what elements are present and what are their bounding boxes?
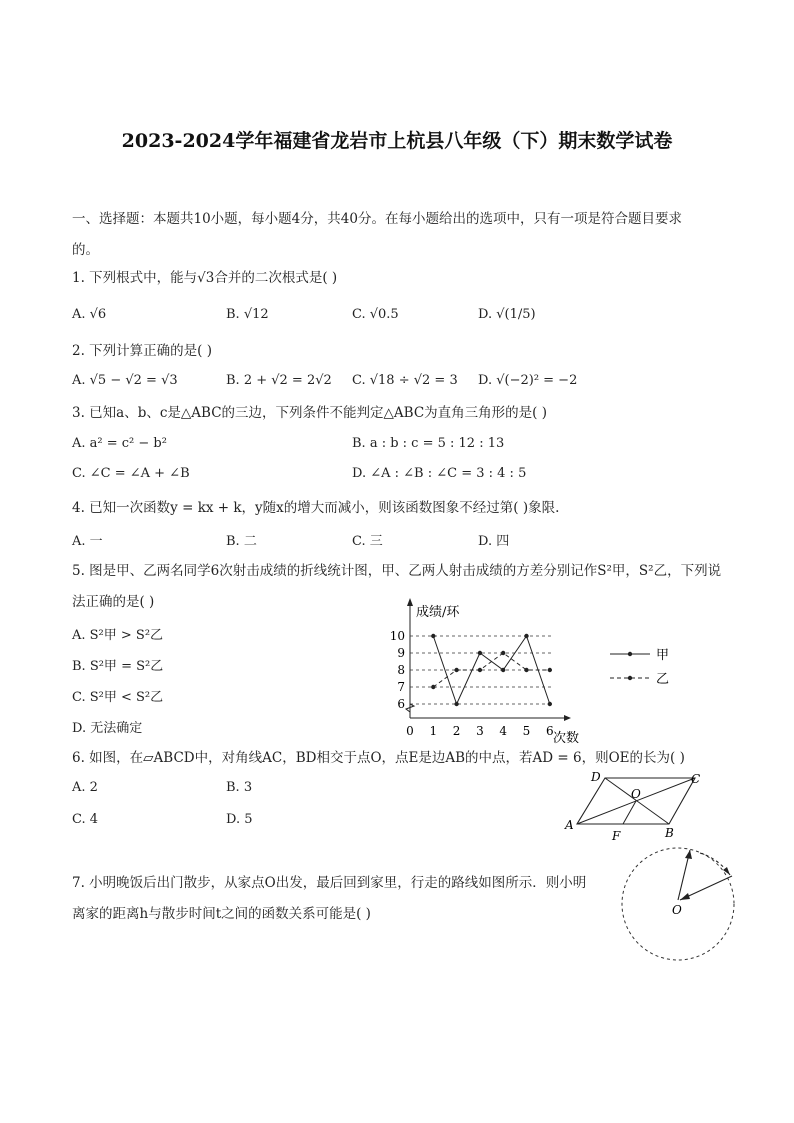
section-heading-line1: 一、选择题：本题共10小题，每小题4分，共40分。在每小题给出的选项中，只有一项是符合题目要求 bbox=[72, 211, 682, 227]
legend-marker bbox=[628, 652, 632, 656]
data-point bbox=[501, 668, 505, 672]
vertex-c-label: C bbox=[691, 772, 701, 786]
series-line-yi bbox=[433, 653, 550, 687]
shooting-scores-line-chart bbox=[360, 592, 680, 752]
vertex-d-label: D bbox=[591, 770, 601, 784]
question-6-option-a: A. 2 bbox=[72, 780, 98, 795]
x-tick-label: 3 bbox=[476, 724, 484, 738]
y-axis-label: 成绩/环 bbox=[416, 605, 460, 620]
data-point bbox=[431, 634, 435, 638]
point-f-label: F bbox=[612, 829, 621, 843]
y-tick-label: 7 bbox=[397, 680, 405, 694]
data-point bbox=[524, 634, 528, 638]
question-2-stem: 2. 下列计算正确的是( ) bbox=[72, 343, 212, 359]
x-tick-label: 5 bbox=[522, 724, 531, 738]
vertex-a-label: A bbox=[565, 818, 574, 832]
x-tick-label: 6 bbox=[545, 724, 554, 738]
question-6-option-d: D. 5 bbox=[226, 812, 253, 827]
question-6-option-b: B. 3 bbox=[226, 780, 253, 795]
question-4-option-d: D. 四 bbox=[478, 534, 510, 549]
y-tick-label: 10 bbox=[389, 629, 405, 643]
question-4-option-c: C. 三 bbox=[352, 534, 383, 549]
walking-route-figure bbox=[612, 838, 748, 974]
question-5-option-d: D. 无法确定 bbox=[72, 721, 143, 736]
question-7-stem-line2: 离家的距离h与散步时间t之间的函数关系可能是( ) bbox=[72, 906, 371, 922]
diagonal-bd bbox=[605, 778, 669, 824]
question-3-option-c: C. ∠C = ∠A + ∠B bbox=[72, 466, 190, 481]
question-5-option-a: A. S²甲 > S²乙 bbox=[72, 628, 164, 643]
question-7-stem-line1: 7. 小明晚饭后出门散步，从家点O出发，最后回到家里，行走的路线如图所示．则小明 bbox=[72, 875, 587, 891]
question-5-option-c: C. S²甲 < S²乙 bbox=[72, 690, 164, 705]
question-3-option-a: A. a² = c² − b² bbox=[72, 436, 167, 451]
y-tick-label: 8 bbox=[397, 663, 405, 677]
question-2-option-c: C. √18 ÷ √2 = 3 bbox=[352, 373, 458, 388]
x-tick-label: 0 bbox=[406, 724, 414, 738]
question-1-option-c: C. √0.5 bbox=[352, 307, 399, 322]
y-axis-arrow-icon bbox=[407, 598, 413, 606]
question-2-option-b: B. 2 + √2 = 2√2 bbox=[226, 373, 332, 388]
question-6-option-c: C. 4 bbox=[72, 812, 99, 827]
question-5-stem-line1: 5. 图是甲、乙两名同学6次射击成绩的折线统计图，甲、乙两人射击成绩的方差分别记作S²甲，S²乙，下列说 bbox=[72, 563, 722, 579]
data-point bbox=[524, 668, 528, 672]
question-5-option-b: B. S²甲 = S²乙 bbox=[72, 659, 164, 674]
data-point bbox=[548, 668, 552, 672]
question-5-stem-line2: 法正确的是( ) bbox=[72, 594, 155, 610]
question-4-option-b: B. 二 bbox=[226, 534, 257, 549]
data-point bbox=[478, 651, 482, 655]
question-1-option-b: B. √12 bbox=[226, 307, 269, 322]
y-tick-label: 9 bbox=[397, 646, 405, 660]
x-axis-arrow-icon bbox=[564, 715, 571, 721]
y-tick-label: 6 bbox=[397, 697, 405, 711]
question-2-option-d: D. √(−2)² = −2 bbox=[478, 373, 578, 388]
segment-of bbox=[623, 801, 636, 824]
question-3-stem: 3. 已知a、b、c是△ABC的三边，下列条件不能判定△ABC为直角三角形的是( ) bbox=[72, 405, 548, 421]
parallelogram-figure bbox=[555, 766, 715, 846]
question-1-option-d: D. √(1/5) bbox=[478, 307, 536, 322]
vertex-b-label: B bbox=[665, 826, 674, 840]
data-point bbox=[478, 668, 482, 672]
question-4-option-a: A. 一 bbox=[72, 534, 103, 549]
legend-marker bbox=[628, 676, 632, 680]
x-tick-label: 2 bbox=[452, 724, 461, 738]
question-2-option-a: A. √5 − √2 = √3 bbox=[72, 373, 178, 388]
data-point bbox=[548, 702, 552, 706]
x-tick-label: 4 bbox=[499, 724, 508, 738]
question-4-stem: 4. 已知一次函数y = kx + k，y随x的增大而减小，则该函数图象不经过第( )象限. bbox=[72, 500, 560, 516]
arrow-head-icon bbox=[685, 850, 692, 859]
home-point-o-label: O bbox=[672, 903, 682, 917]
question-1-option-a: A. √6 bbox=[72, 307, 107, 322]
question-3-option-d: D. ∠A : ∠B : ∠C = 3 : 4 : 5 bbox=[352, 466, 527, 481]
legend-label: 乙 bbox=[656, 672, 670, 687]
arrow-head-icon bbox=[723, 867, 730, 875]
x-tick-label: 1 bbox=[429, 724, 438, 738]
x-axis-label: 次数 bbox=[553, 731, 580, 746]
data-point bbox=[501, 651, 505, 655]
arrow-head-icon bbox=[680, 893, 690, 900]
question-6-stem: 6. 如图，在▱ABCD中，对角线AC，BD相交于点O，点E是边AB的中点，若AD = 6，则OE的长为( ) bbox=[72, 750, 685, 766]
question-3-option-b: B. a : b : c = 5 : 12 : 13 bbox=[352, 436, 505, 451]
data-point bbox=[454, 668, 458, 672]
page-title: 2023-2024学年福建省龙岩市上杭县八年级（下）期末数学试卷 bbox=[121, 130, 673, 152]
point-o-label: O bbox=[631, 787, 641, 801]
question-1-stem: 1. 下列根式中，能与√3合并的二次根式是( ) bbox=[72, 270, 338, 286]
data-point bbox=[454, 702, 458, 706]
data-point bbox=[431, 685, 435, 689]
section-heading-line2: 的。 bbox=[72, 242, 99, 258]
legend-label: 甲 bbox=[656, 648, 670, 663]
